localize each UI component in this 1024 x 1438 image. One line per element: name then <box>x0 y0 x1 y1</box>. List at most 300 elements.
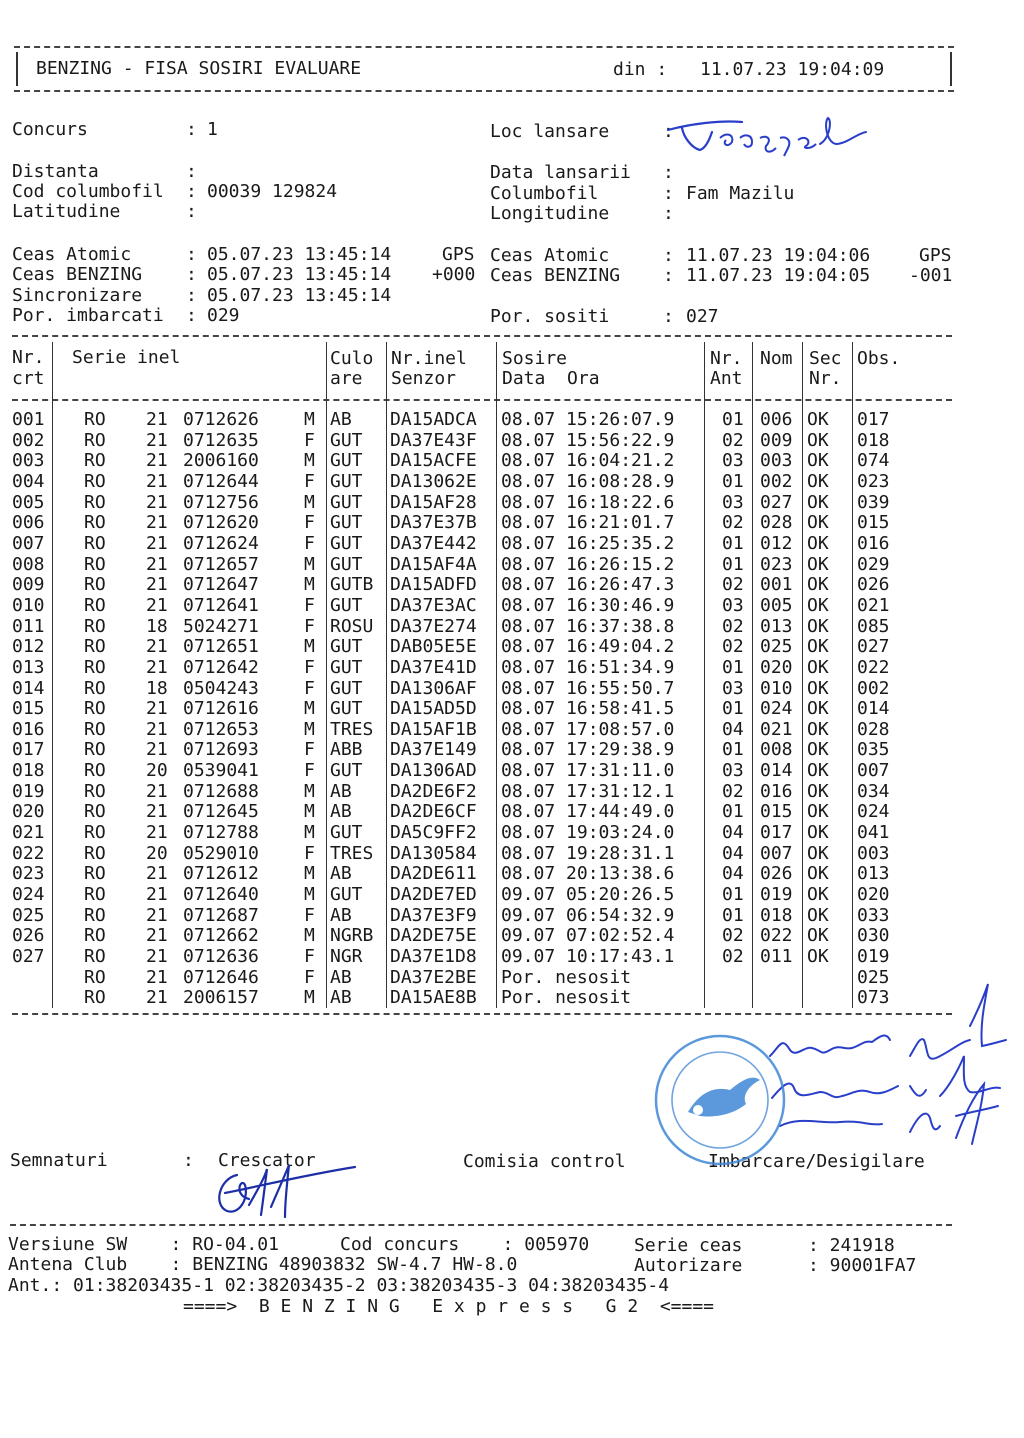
row-antenna: 01 <box>722 801 744 823</box>
row-nom: 024 <box>760 698 793 720</box>
col-rule-3 <box>386 342 387 1008</box>
row-color: GUT <box>330 760 363 781</box>
row-arrival: 08.07 19:28:31.1 <box>501 842 675 864</box>
row-arrival: 08.07 16:18:22.6 <box>501 491 675 513</box>
row-sensor: DA37E41D <box>390 656 477 678</box>
row-nr: 019 <box>12 780 45 802</box>
col-header-senzor-1: Nr.inel <box>391 348 467 369</box>
row-arrival: 08.07 16:26:15.2 <box>501 553 675 575</box>
autorizare-label: Autorizare <box>634 1255 743 1276</box>
ceas-benzing-start-suffix: +000 <box>432 264 476 285</box>
row-sex: M <box>304 987 315 1009</box>
row-antenna: 01 <box>722 656 744 678</box>
row-obs: 022 <box>857 656 890 678</box>
row-nom: 008 <box>760 739 793 761</box>
row-year: 21 <box>146 636 168 658</box>
row-arrival: 08.07 15:56:22.9 <box>501 429 675 451</box>
versiune-sw: Versiune SW : RO-04.01 <box>8 1234 279 1255</box>
row-sensor: DA15AD5D <box>390 698 477 720</box>
row-antenna: 01 <box>722 698 744 720</box>
row-ring-number: 0712620 <box>183 512 259 534</box>
row-nom: 026 <box>760 863 793 885</box>
row-nom: 001 <box>760 574 793 596</box>
row-country: RO <box>84 553 106 575</box>
por-sositi-label: Por. sositi <box>490 306 610 327</box>
row-color: GUT <box>330 594 363 616</box>
row-color: GUT <box>330 553 363 575</box>
col-header-sec-1: Sec <box>809 348 842 369</box>
row-sensor: DA15ACFE <box>390 450 477 472</box>
imbarcare-desigilare-label: Imbarcare/Desigilare <box>708 1151 925 1172</box>
row-color: GUT <box>330 656 363 678</box>
row-obs: 014 <box>857 698 890 720</box>
row-obs: 039 <box>857 491 890 513</box>
row-ring-number: 0712612 <box>183 863 259 885</box>
row-obs: 002 <box>857 677 890 699</box>
row-ring-number: 0712756 <box>183 491 259 513</box>
footer-top-rule <box>10 1224 952 1226</box>
row-nr: 012 <box>12 636 45 658</box>
header-right-border <box>950 52 952 86</box>
row-nr: 016 <box>12 718 45 740</box>
row-nr: 003 <box>12 450 45 472</box>
row-arrival: 08.07 16:58:41.5 <box>501 698 675 720</box>
row-obs: 015 <box>857 512 890 534</box>
row-year: 21 <box>146 780 168 802</box>
row-country: RO <box>84 718 106 740</box>
col-header-sosire-1: Sosire <box>502 348 568 369</box>
row-sec: OK <box>807 822 829 843</box>
row-sensor: DA15AF4A <box>390 553 477 575</box>
row-sec: OK <box>807 512 829 534</box>
row-sec: OK <box>807 409 829 430</box>
header-datetime: 11.07.23 19:04:09 <box>700 59 885 80</box>
loc-lansare-label: Loc lansare <box>490 121 610 142</box>
row-antenna: 03 <box>722 760 744 781</box>
row-antenna: 03 <box>722 677 744 699</box>
row-ring-number: 5024271 <box>183 615 259 637</box>
row-sex: F <box>304 512 315 534</box>
row-color: AB <box>330 987 352 1009</box>
row-antenna: 02 <box>722 574 744 596</box>
row-arrival: 08.07 15:26:07.9 <box>501 409 675 430</box>
row-arrival: 08.07 16:08:28.9 <box>501 470 675 492</box>
col-header-nr: Nr. <box>12 347 45 368</box>
row-obs: 028 <box>857 718 890 740</box>
header-top-rule <box>14 46 954 48</box>
row-sex: M <box>304 863 315 885</box>
row-country: RO <box>84 966 106 988</box>
row-country: RO <box>84 884 106 905</box>
row-country: RO <box>84 636 106 658</box>
row-ring-number: 0712653 <box>183 718 259 740</box>
row-antenna: 01 <box>722 470 744 492</box>
row-country: RO <box>84 656 106 678</box>
row-ring-number: 2006157 <box>183 987 259 1009</box>
row-ring-number: 0712640 <box>183 884 259 905</box>
row-sex: M <box>304 884 315 905</box>
row-ring-number: 0712651 <box>183 636 259 658</box>
row-arrival: 08.07 17:44:49.0 <box>501 801 675 823</box>
row-nom: 002 <box>760 470 793 492</box>
row-year: 21 <box>146 594 168 616</box>
row-country: RO <box>84 512 106 534</box>
col-header-obs: Obs. <box>857 348 901 369</box>
row-sex: F <box>304 945 315 967</box>
ceas-atomic-end-value: 11.07.23 19:04:06 <box>686 245 871 266</box>
row-nom: 006 <box>760 409 793 430</box>
row-color: AB <box>330 780 352 802</box>
row-color: AB <box>330 801 352 823</box>
col-rule-8 <box>852 342 853 1008</box>
row-nom: 021 <box>760 718 793 740</box>
row-year: 21 <box>146 656 168 678</box>
row-country: RO <box>84 574 106 596</box>
association-stamp <box>650 1030 790 1170</box>
row-nr: 011 <box>12 615 45 637</box>
row-sensor: DA2DE611 <box>390 863 477 885</box>
row-country: RO <box>84 780 106 802</box>
row-nom: 014 <box>760 760 793 781</box>
row-year: 21 <box>146 987 168 1009</box>
row-antenna: 03 <box>722 491 744 513</box>
row-antenna: 02 <box>722 429 744 451</box>
row-nr: 008 <box>12 553 45 575</box>
row-sex: M <box>304 553 315 575</box>
columbofil-sep: : <box>663 183 674 204</box>
row-year: 21 <box>146 739 168 761</box>
row-year: 21 <box>146 409 168 430</box>
row-nom: 003 <box>760 450 793 472</box>
row-year: 21 <box>146 718 168 740</box>
ceas-benzing-end-suffix: -001 <box>909 265 953 286</box>
col-rule-7 <box>802 342 803 1008</box>
row-obs: 017 <box>857 409 890 430</box>
row-arrival: Por. nesosit <box>501 987 632 1009</box>
row-sec: OK <box>807 656 829 678</box>
row-ring-number: 0529010 <box>183 842 259 864</box>
row-nom: 027 <box>760 491 793 513</box>
row-antenna: 04 <box>722 863 744 885</box>
longitudine-sep: : <box>663 203 674 224</box>
semnaturi-label: Semnaturi <box>10 1150 108 1171</box>
por-imbarcati-value: 029 <box>207 305 240 326</box>
row-color: GUT <box>330 884 363 905</box>
por-imbarcati-label: Por. imbarcati <box>12 305 164 326</box>
row-obs: 021 <box>857 594 890 616</box>
row-arrival: 08.07 16:49:04.2 <box>501 636 675 658</box>
row-sex: F <box>304 677 315 699</box>
row-sex: F <box>304 532 315 554</box>
row-sex: M <box>304 574 315 596</box>
row-nr: 005 <box>12 491 45 513</box>
row-sex: F <box>304 739 315 761</box>
row-sex: M <box>304 450 315 472</box>
cod-concurs: Cod concurs : 005970 <box>340 1234 590 1255</box>
row-obs: 003 <box>857 842 890 864</box>
row-country: RO <box>84 842 106 864</box>
loc-lansare-sep: : <box>663 121 674 142</box>
row-sex: M <box>304 718 315 740</box>
row-antenna: 02 <box>722 925 744 947</box>
row-arrival: 09.07 07:02:52.4 <box>501 925 675 947</box>
row-sex: F <box>304 470 315 492</box>
row-obs: 074 <box>857 450 890 472</box>
header-din-label: din : <box>613 59 668 80</box>
comisia-control-label: Comisia control <box>463 1151 626 1172</box>
row-obs: 029 <box>857 553 890 575</box>
row-ring-number: 0712642 <box>183 656 259 678</box>
row-obs: 041 <box>857 822 890 843</box>
row-sensor: DA2DE7ED <box>390 884 477 905</box>
antenna-list: Ant.: 01:38203435-1 02:38203435-2 03:38203435-3 04:38203435-4 <box>8 1275 670 1296</box>
col-rule-5 <box>704 342 705 1008</box>
ceas-benzing-start-label: Ceas BENZING <box>12 264 143 285</box>
row-antenna: 01 <box>722 553 744 575</box>
row-sec: OK <box>807 801 829 823</box>
row-nom: 009 <box>760 429 793 451</box>
columbofil-label: Columbofil <box>490 183 599 204</box>
row-nom: 023 <box>760 553 793 575</box>
row-country: RO <box>84 945 106 967</box>
latitudine-label: Latitudine <box>12 201 121 222</box>
commission-signatures <box>760 976 1010 1156</box>
ceas-atomic-start-label: Ceas Atomic <box>12 244 132 265</box>
row-arrival: 08.07 16:37:38.8 <box>501 615 675 637</box>
row-year: 21 <box>146 429 168 451</box>
row-ring-number: 2006160 <box>183 450 259 472</box>
col-header-senzor-2: Senzor <box>391 368 457 389</box>
row-ring-number: 0712616 <box>183 698 259 720</box>
autorizare-value: : 90001FA7 <box>808 1255 917 1276</box>
row-sensor: DA1306AD <box>390 760 477 781</box>
row-color: ROSU <box>330 615 374 637</box>
data-lansarii-label: Data lansarii <box>490 162 631 183</box>
row-arrival: Por. nesosit <box>501 966 632 988</box>
distanta-label: Distanta <box>12 161 99 182</box>
col-rule-6 <box>752 342 753 1008</box>
row-color: AB <box>330 966 352 988</box>
row-sensor: DA37E37B <box>390 512 477 534</box>
row-obs: 030 <box>857 925 890 947</box>
row-nom: 020 <box>760 656 793 678</box>
row-obs: 034 <box>857 780 890 802</box>
row-ring-number: 0712644 <box>183 470 259 492</box>
row-sex: F <box>304 615 315 637</box>
row-country: RO <box>84 698 106 720</box>
row-year: 21 <box>146 925 168 947</box>
row-sec: OK <box>807 760 829 781</box>
row-country: RO <box>84 594 106 616</box>
row-ring-number: 0712788 <box>183 822 259 843</box>
row-color: AB <box>330 863 352 885</box>
table-top-rule <box>12 335 952 337</box>
row-color: GUT <box>330 822 363 843</box>
row-ring-number: 0712626 <box>183 409 259 430</box>
row-nom: 010 <box>760 677 793 699</box>
row-country: RO <box>84 801 106 823</box>
row-sex: F <box>304 904 315 926</box>
row-year: 18 <box>146 677 168 699</box>
row-sex: M <box>304 409 315 430</box>
row-obs: 020 <box>857 884 890 905</box>
row-country: RO <box>84 615 106 637</box>
row-obs: 024 <box>857 801 890 823</box>
sincronizare-label: Sincronizare <box>12 285 143 306</box>
row-obs: 073 <box>857 987 890 1009</box>
concurs-sep: : <box>186 119 197 140</box>
row-arrival: 08.07 16:55:50.7 <box>501 677 675 699</box>
crescator-label: Crescator <box>218 1150 316 1171</box>
row-color: GUT <box>330 677 363 699</box>
col-header-culoare-2: are <box>330 368 363 389</box>
row-year: 20 <box>146 842 168 864</box>
row-arrival: 08.07 17:29:38.9 <box>501 739 675 761</box>
row-nom: 022 <box>760 925 793 947</box>
row-sex: F <box>304 656 315 678</box>
ceas-atomic-end-sep: : <box>663 245 674 266</box>
row-year: 21 <box>146 945 168 967</box>
row-sec: OK <box>807 904 829 926</box>
row-color: AB <box>330 409 352 430</box>
row-antenna: 02 <box>722 636 744 658</box>
cod-columbofil-sep: : <box>186 181 197 202</box>
row-sec: OK <box>807 491 829 513</box>
row-obs: 018 <box>857 429 890 451</box>
row-sensor: DA15AE8B <box>390 987 477 1009</box>
row-obs: 016 <box>857 532 890 554</box>
row-sensor: DAB05E5E <box>390 636 477 658</box>
row-nom: 011 <box>760 945 793 967</box>
row-ring-number: 0712662 <box>183 925 259 947</box>
row-color: GUT <box>330 698 363 720</box>
row-sec: OK <box>807 780 829 802</box>
row-sensor: DA37E1D8 <box>390 945 477 967</box>
cod-columbofil-label: Cod columbofil <box>12 181 164 202</box>
row-antenna: 02 <box>722 945 744 967</box>
row-nr: 020 <box>12 801 45 823</box>
row-sec: OK <box>807 739 829 761</box>
row-year: 21 <box>146 904 168 926</box>
row-arrival: 09.07 05:20:26.5 <box>501 884 675 905</box>
row-nr: 006 <box>12 512 45 534</box>
por-imbarcati-sep: : <box>186 305 197 326</box>
row-sec: OK <box>807 677 829 699</box>
row-sensor: DA37E442 <box>390 532 477 554</box>
row-nr: 018 <box>12 760 45 781</box>
row-antenna: 01 <box>722 409 744 430</box>
row-nom: 007 <box>760 842 793 864</box>
serie-ceas-label: Serie ceas <box>634 1235 743 1256</box>
row-country: RO <box>84 760 106 781</box>
row-nom: 012 <box>760 532 793 554</box>
row-nr: 026 <box>12 925 45 947</box>
row-year: 21 <box>146 863 168 885</box>
row-country: RO <box>84 409 106 430</box>
row-sec: OK <box>807 615 829 637</box>
row-nom: 015 <box>760 801 793 823</box>
row-sex: F <box>304 842 315 864</box>
row-obs: 033 <box>857 904 890 926</box>
row-antenna: 04 <box>722 822 744 843</box>
row-ring-number: 0712645 <box>183 801 259 823</box>
row-sex: M <box>304 698 315 720</box>
row-nr: 022 <box>12 842 45 864</box>
row-ring-number: 0539041 <box>183 760 259 781</box>
row-year: 21 <box>146 966 168 988</box>
concurs-label: Concurs <box>12 119 88 140</box>
row-obs: 035 <box>857 739 890 761</box>
handwritten-release-place <box>660 108 880 158</box>
longitudine-label: Longitudine <box>490 203 610 224</box>
col-rule-1 <box>52 342 53 1008</box>
row-ring-number: 0712646 <box>183 966 259 988</box>
sincronizare-value: 05.07.23 13:45:14 <box>207 285 392 306</box>
row-sex: M <box>304 491 315 513</box>
data-lansarii-sep: : <box>663 162 674 183</box>
row-sex: M <box>304 925 315 947</box>
row-sec: OK <box>807 698 829 720</box>
row-sec: OK <box>807 553 829 575</box>
row-year: 18 <box>146 615 168 637</box>
row-nr: 021 <box>12 822 45 843</box>
row-nom: 019 <box>760 884 793 905</box>
row-arrival: 09.07 10:17:43.1 <box>501 945 675 967</box>
row-year: 20 <box>146 760 168 781</box>
row-nom: 005 <box>760 594 793 616</box>
ceas-atomic-start-suffix: GPS <box>442 244 475 265</box>
row-ring-number: 0712636 <box>183 945 259 967</box>
row-antenna: 03 <box>722 450 744 472</box>
row-country: RO <box>84 739 106 761</box>
ceas-atomic-start-sep: : <box>186 244 197 265</box>
row-arrival: 08.07 16:51:34.9 <box>501 656 675 678</box>
ceas-benzing-start-sep: : <box>186 264 197 285</box>
row-country: RO <box>84 532 106 554</box>
row-sensor: DA37E274 <box>390 615 477 637</box>
row-nr: 002 <box>12 429 45 451</box>
row-obs: 085 <box>857 615 890 637</box>
antena-club: Antena Club : BENZING 48903832 SW-4.7 HW-8.0 <box>8 1254 518 1275</box>
row-color: TRES <box>330 718 374 740</box>
row-color: GUTB <box>330 574 374 596</box>
col-header-crt: crt <box>12 368 45 389</box>
ceas-atomic-start-value: 05.07.23 13:45:14 <box>207 244 392 265</box>
row-nr: 010 <box>12 594 45 616</box>
por-sositi-value: 027 <box>686 306 719 327</box>
row-color: ABB <box>330 739 363 761</box>
row-sex: F <box>304 966 315 988</box>
row-antenna: 04 <box>722 718 744 740</box>
row-antenna: 03 <box>722 594 744 616</box>
row-obs: 027 <box>857 636 890 658</box>
row-arrival: 08.07 17:08:57.0 <box>501 718 675 740</box>
row-year: 21 <box>146 470 168 492</box>
row-country: RO <box>84 450 106 472</box>
row-year: 21 <box>146 532 168 554</box>
row-arrival: 08.07 16:26:47.3 <box>501 574 675 596</box>
row-country: RO <box>84 822 106 843</box>
row-color: NGRB <box>330 925 374 947</box>
row-obs: 013 <box>857 863 890 885</box>
row-ring-number: 0504243 <box>183 677 259 699</box>
row-color: GUT <box>330 429 363 451</box>
row-color: NGR <box>330 945 363 967</box>
por-sositi-sep: : <box>663 306 674 327</box>
row-ring-number: 0712687 <box>183 904 259 926</box>
row-antenna: 01 <box>722 884 744 905</box>
row-sec: OK <box>807 532 829 554</box>
